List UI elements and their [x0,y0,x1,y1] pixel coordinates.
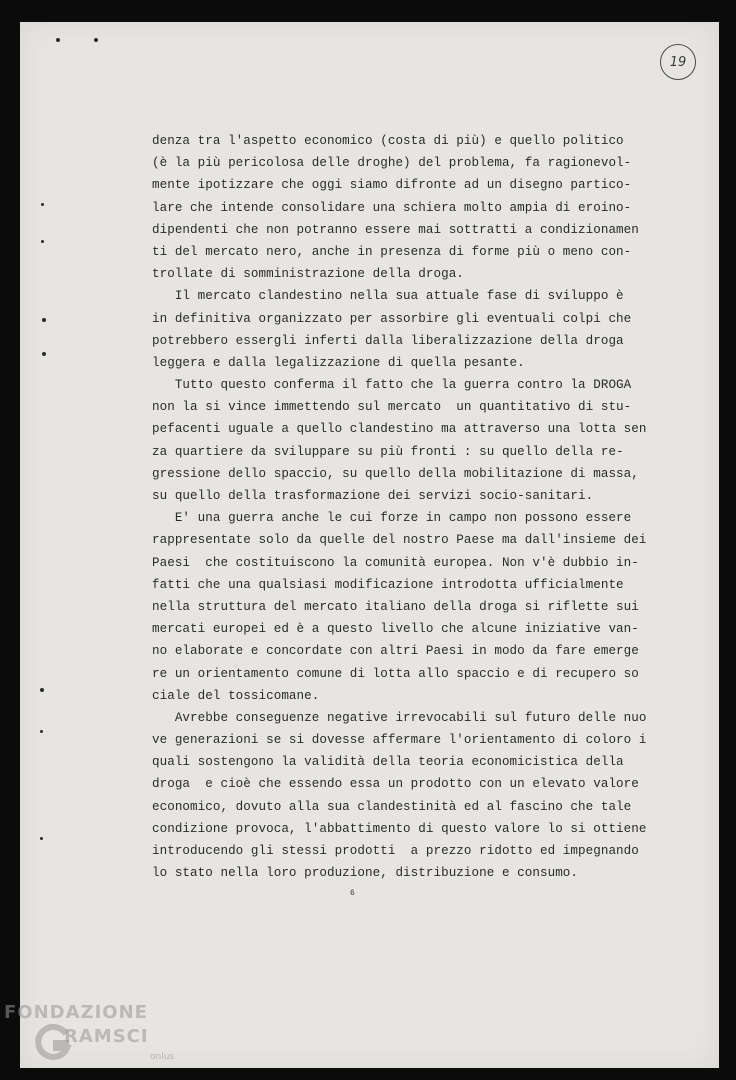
punch-mark [41,240,44,243]
text-line: condizione provoca, l'abbattimento di questo valore lo si ottiene [152,821,647,836]
punch-mark [41,203,44,206]
text-line: leggera e dalla legalizzazione di quella pesante. [152,355,525,370]
text-line: mercati europei ed è a questo livello che alcune iniziative van- [152,622,639,637]
text-line: trollate di somministrazione della droga. [152,267,464,282]
text-line: pefacenti uguale a quello clandestino ma attraverso una lotta sen [152,422,647,437]
punch-mark [94,38,98,42]
text-line: nella struttura del mercato italiano della droga si riflette sui [152,599,639,614]
page-number-mark: 19 [660,44,696,80]
text-line: gressione dello spaccio, su quello della mobilitazione di massa, [152,466,639,481]
text-line: lo stato nella loro produzione, distribuzione e consumo. [152,866,579,881]
text-line: denza tra l'aspetto economico (costa di più) e quello politico [152,134,624,148]
text-line: lare che intende consolidare una schiera molto ampia di eroino- [152,200,632,215]
text-line: Avrebbe conseguenze negative irrevocabili sul futuro delle nuo [152,710,647,725]
punch-mark [40,730,43,733]
typewritten-text [152,130,652,884]
watermark-suffix: onlus [150,1052,175,1062]
punch-mark [42,318,46,322]
text-line: introducendo gli stessi prodotti a prezzo ridotto ed impegnando [152,844,639,858]
text-line: ve generazioni se si dovesse affermare l'orientamento di coloro i [152,733,647,748]
punch-mark [40,688,44,692]
text-line: potrebbero essergli inferti dalla liberalizzazione della droga [152,333,624,348]
text-line: non la si vince immettendo sul mercato un quantitativo di stu- [152,400,632,415]
text-line: re un orientamento comune di lotta allo spaccio e di recupero so [152,666,639,681]
text-line: su quello della trasformazione dei servizi socio-sanitari. [152,489,594,503]
text-line: fatti che una qualsiasi modificazione introdotta ufficialmente [152,577,624,592]
text-line: in definitiva organizzato per assorbire gli eventuali colpi che [152,311,632,326]
text-line: E' una guerra anche le cui forze in campo non possono essere [152,511,632,526]
punch-mark [40,837,43,840]
text-line: Tutto questo conferma il fatto che la guerra contro la DROGA [152,378,632,393]
fondazione-gramsci-watermark [4,1000,204,1078]
text-line: (è la più pericolosa delle droghe) del problema, fa ragionevol- [152,156,632,171]
text-line: no elaborate e concordate con altri Paesi in modo da fare emerge [152,644,639,659]
text-line: mente ipotizzare che oggi siamo difronte ad un disegno partico- [152,178,632,193]
punch-mark [56,38,60,42]
text-line: rappresentate solo da quelle del nostro Paese ma dall'insieme dei [152,533,647,548]
watermark-line1: FONDAZIONE [4,1002,148,1023]
punch-mark [42,352,46,356]
footer-page-number: 6 [350,889,355,898]
text-line: ti del mercato nero, anche in presenza di forme più o meno con- [152,244,632,259]
text-line: droga e cioè che essendo essa un prodotto con un elevato valore [152,777,639,792]
text-line: za quartiere da sviluppare su più fronti : su quello della re- [152,444,624,459]
text-line: quali sostengono la validità della teoria economicistica della [152,755,624,770]
watermark-line2: RAMSCI [64,1026,149,1047]
text-line: ciale del tossicomane. [152,688,320,703]
text-line: economico, dovuto alla sua clandestinità ed al fascino che tale [152,799,632,814]
text-line: Il mercato clandestino nella sua attuale fase di sviluppo è [152,289,624,304]
text-line: Paesi che costituiscono la comunità europea. Non v'è dubbio in- [152,555,639,570]
text-line: dipendenti che non potranno essere mai sottratti a condizionamen [152,222,639,237]
